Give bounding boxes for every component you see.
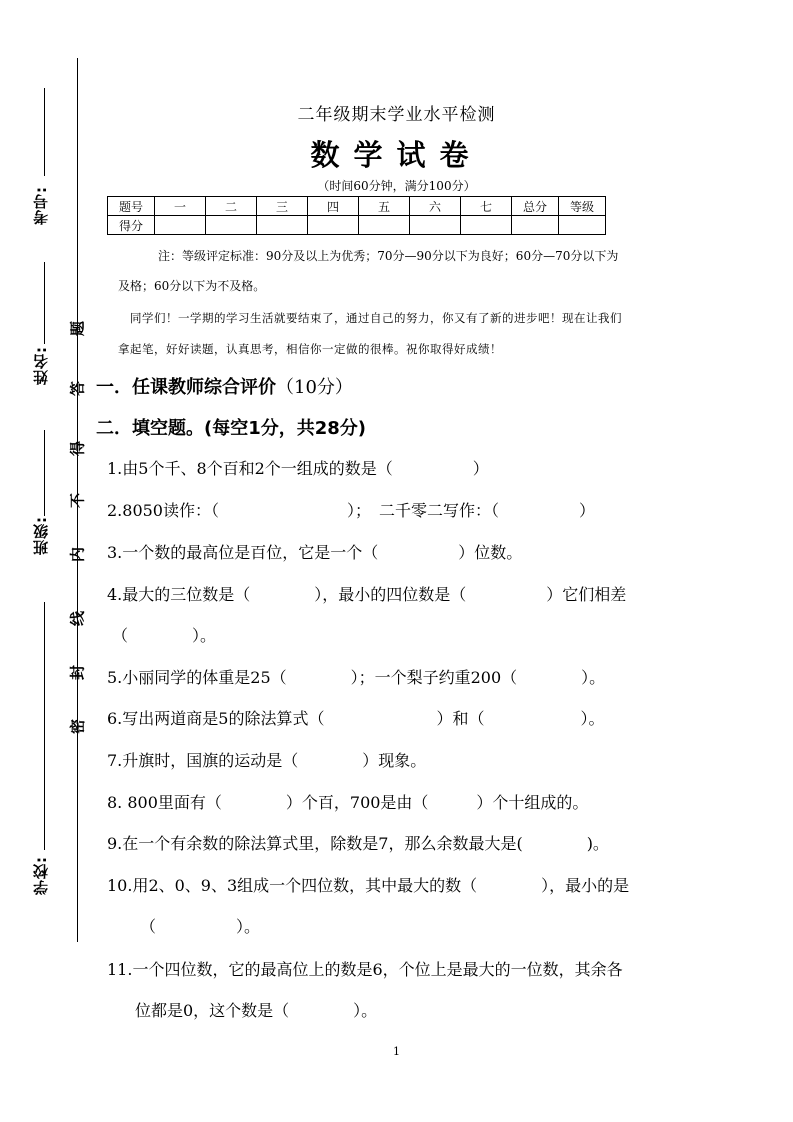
table-cell: 一 (155, 197, 206, 216)
section-2-heading: 二．填空题。(每空1分，共28分) (96, 418, 367, 439)
seal-char: 线 (68, 611, 87, 627)
seal-char: 得 (68, 441, 87, 457)
question-1: 1.由5个千、8个百和2个一组成的数是（ ） (107, 459, 489, 478)
score-table-header-row (108, 197, 606, 216)
greeting-line1: 同学们！一学期的学习生活就要结束了，通过自己的努力，你又有了新的进步吧！现在让我们 (130, 311, 622, 325)
class-label: 班级: (32, 516, 50, 555)
question-3: 3.一个数的最高位是百位，它是一个（ ）位数。 (107, 543, 523, 562)
section-1-heading (96, 373, 353, 399)
table-cell: 四 (308, 197, 359, 216)
exam-subtitle: 二年级期末学业水平检测 (297, 105, 496, 125)
table-cell: 七 (461, 197, 512, 216)
score-input-cell[interactable] (559, 216, 606, 235)
score-input-cell[interactable] (257, 216, 308, 235)
seal-char: 答 (68, 381, 87, 397)
score-input-cell[interactable] (155, 216, 206, 235)
score-input-cell[interactable] (308, 216, 359, 235)
question-10: 10.用2、0、9、3组成一个四位数，其中最大的数（ ），最小的是 (107, 876, 630, 895)
table-cell: 题号 (108, 197, 155, 216)
question-9: 9.在一个有余数的除法算式里，除数是7，那么余数最大是( )。 (107, 834, 609, 853)
table-cell: 等级 (559, 197, 606, 216)
table-cell: 总分 (512, 197, 559, 216)
school-field[interactable] (44, 602, 45, 850)
score-input-cell[interactable] (206, 216, 257, 235)
score-table (107, 196, 606, 235)
seal-char: 不 (68, 493, 87, 509)
class-field[interactable] (44, 430, 45, 516)
time-note: （时间60分钟，满分100分） (317, 179, 476, 193)
question-10-cont: （ ）。 (140, 917, 261, 936)
question-7: 7.升旗时，国旗的运动是（ ）现象。 (107, 751, 427, 770)
grading-note-line1: 注：等级评定标准：90分及以上为优秀；70分—90分以下为良好；60分—70分以下为 (158, 249, 619, 263)
score-table-score-row (108, 216, 606, 235)
exam-no-label: 考号: (32, 186, 50, 225)
name-label: 姓名: (32, 346, 50, 385)
question-5: 5.小丽同学的体重是25（ ）；一个梨子约重200（ ）。 (107, 668, 606, 687)
table-cell: 五 (359, 197, 410, 216)
question-4-cont: （ ）。 (112, 626, 217, 645)
question-8: 8. 800里面有（ ）个百，700是由（ ）个十组成的。 (107, 793, 589, 812)
score-input-cell[interactable] (410, 216, 461, 235)
grading-note-line2: 及格；60分以下为不及格。 (118, 279, 266, 293)
question-11: 11.一个四位数，它的最高位上的数是6，个位上是最大的一位数，其余各 (107, 960, 623, 979)
seal-char: 题 (68, 321, 87, 337)
section-1-score: （10分） (276, 377, 353, 398)
school-label: 学校: (32, 856, 50, 895)
seal-char: 密 (68, 719, 87, 735)
page-number: 1 (393, 1045, 400, 1058)
section-1-title: 一．任课教师综合评价 (96, 377, 276, 398)
score-input-cell[interactable] (359, 216, 410, 235)
exam-title: 数学试卷 (310, 138, 483, 172)
score-input-cell[interactable] (512, 216, 559, 235)
question-11-cont: 位都是0，这个数是（ ）。 (135, 1001, 378, 1020)
question-2: 2.8050读作：（ ）； 二千零二写作：（ ） (107, 501, 595, 520)
table-cell: 得分 (108, 216, 155, 235)
score-input-cell[interactable] (461, 216, 512, 235)
question-6: 6.写出两道商是5的除法算式（ ）和（ ）。 (107, 709, 605, 728)
table-cell: 六 (410, 197, 461, 216)
greeting-line2: 拿起笔，好好读题，认真思考，相信你一定做的很棒。祝你取得好成绩！ (118, 342, 502, 356)
table-cell: 三 (257, 197, 308, 216)
seal-char: 内 (68, 547, 87, 563)
question-4: 4.最大的三位数是（ ），最小的四位数是（ ）它们相差 (107, 585, 627, 604)
name-field[interactable] (44, 262, 45, 344)
seal-char: 封 (68, 665, 87, 681)
table-cell: 二 (206, 197, 257, 216)
